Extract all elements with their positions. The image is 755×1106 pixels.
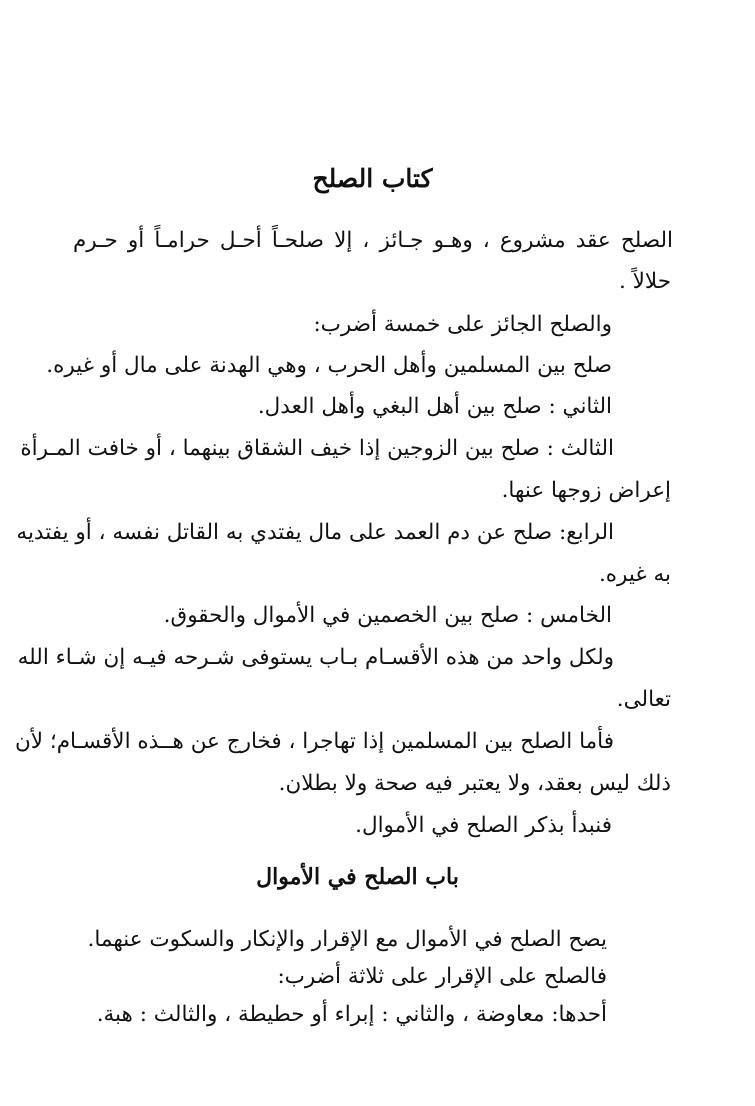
text-line: والصلح الجائز على خمسة أضرب: [313, 312, 612, 337]
text-line: به غيره. [598, 562, 671, 587]
text-line: ذلك ليس بعقد، ولا يعتبر فيه صحة ولا بطلان. [278, 771, 671, 796]
text-line: الصلح عقد مشروع ، وهـو جـائز ، إلا صلحـاً أحـل حرامـاً أو حـرم [73, 228, 673, 253]
text-line: ولكل واحد من هذه الأقسـام بـاب يستوفى شـرحه فيـه إن شـاء الله [17, 645, 614, 670]
chapter-title: كتاب الصلح [312, 164, 433, 193]
text-line: فنبدأ بذكر الصلح في الأموال. [355, 813, 612, 838]
text-line: الخامس : صلح بين الخصمين في الأموال والحقوق. [163, 603, 612, 628]
text-line: الثالث : صلح بين الزوجين إذا خيف الشقاق بينهما ، أو خافت المـرأة [20, 436, 614, 461]
text-line: الرابع: صلح عن دم العمد على مال يفتدي به القاتل نفسه ، أو يفتديه [16, 520, 614, 545]
text-line: تعالى. [616, 687, 671, 712]
text-line: يصح الصلح في الأموال مع الإقرار والإنكار والسكوت عنهما. [87, 927, 607, 952]
text-line: إعراض زوجها عنها. [501, 478, 671, 503]
text-line: حلالاً . [618, 269, 671, 294]
text-line: فالصلح على الإقرار على ثلاثة أضرب: [277, 964, 607, 989]
text-line: صلح بين المسلمين وأهل الحرب ، وهي الهدنة على مال أو غيره. [46, 353, 612, 378]
text-line: فأما الصلح بين المسلمين إذا تهاجرا ، فخارج عن هــذه الأقسـام؛ لأن [14, 729, 614, 754]
section-title: باب الصلح في الأموال [256, 864, 459, 890]
text-line: الثاني : صلح بين أهل البغي وأهل العدل. [257, 394, 612, 419]
text-line: أحدها: معاوضة ، والثاني : إبراء أو حطيطة ، والثالث : هبة. [96, 1002, 607, 1027]
